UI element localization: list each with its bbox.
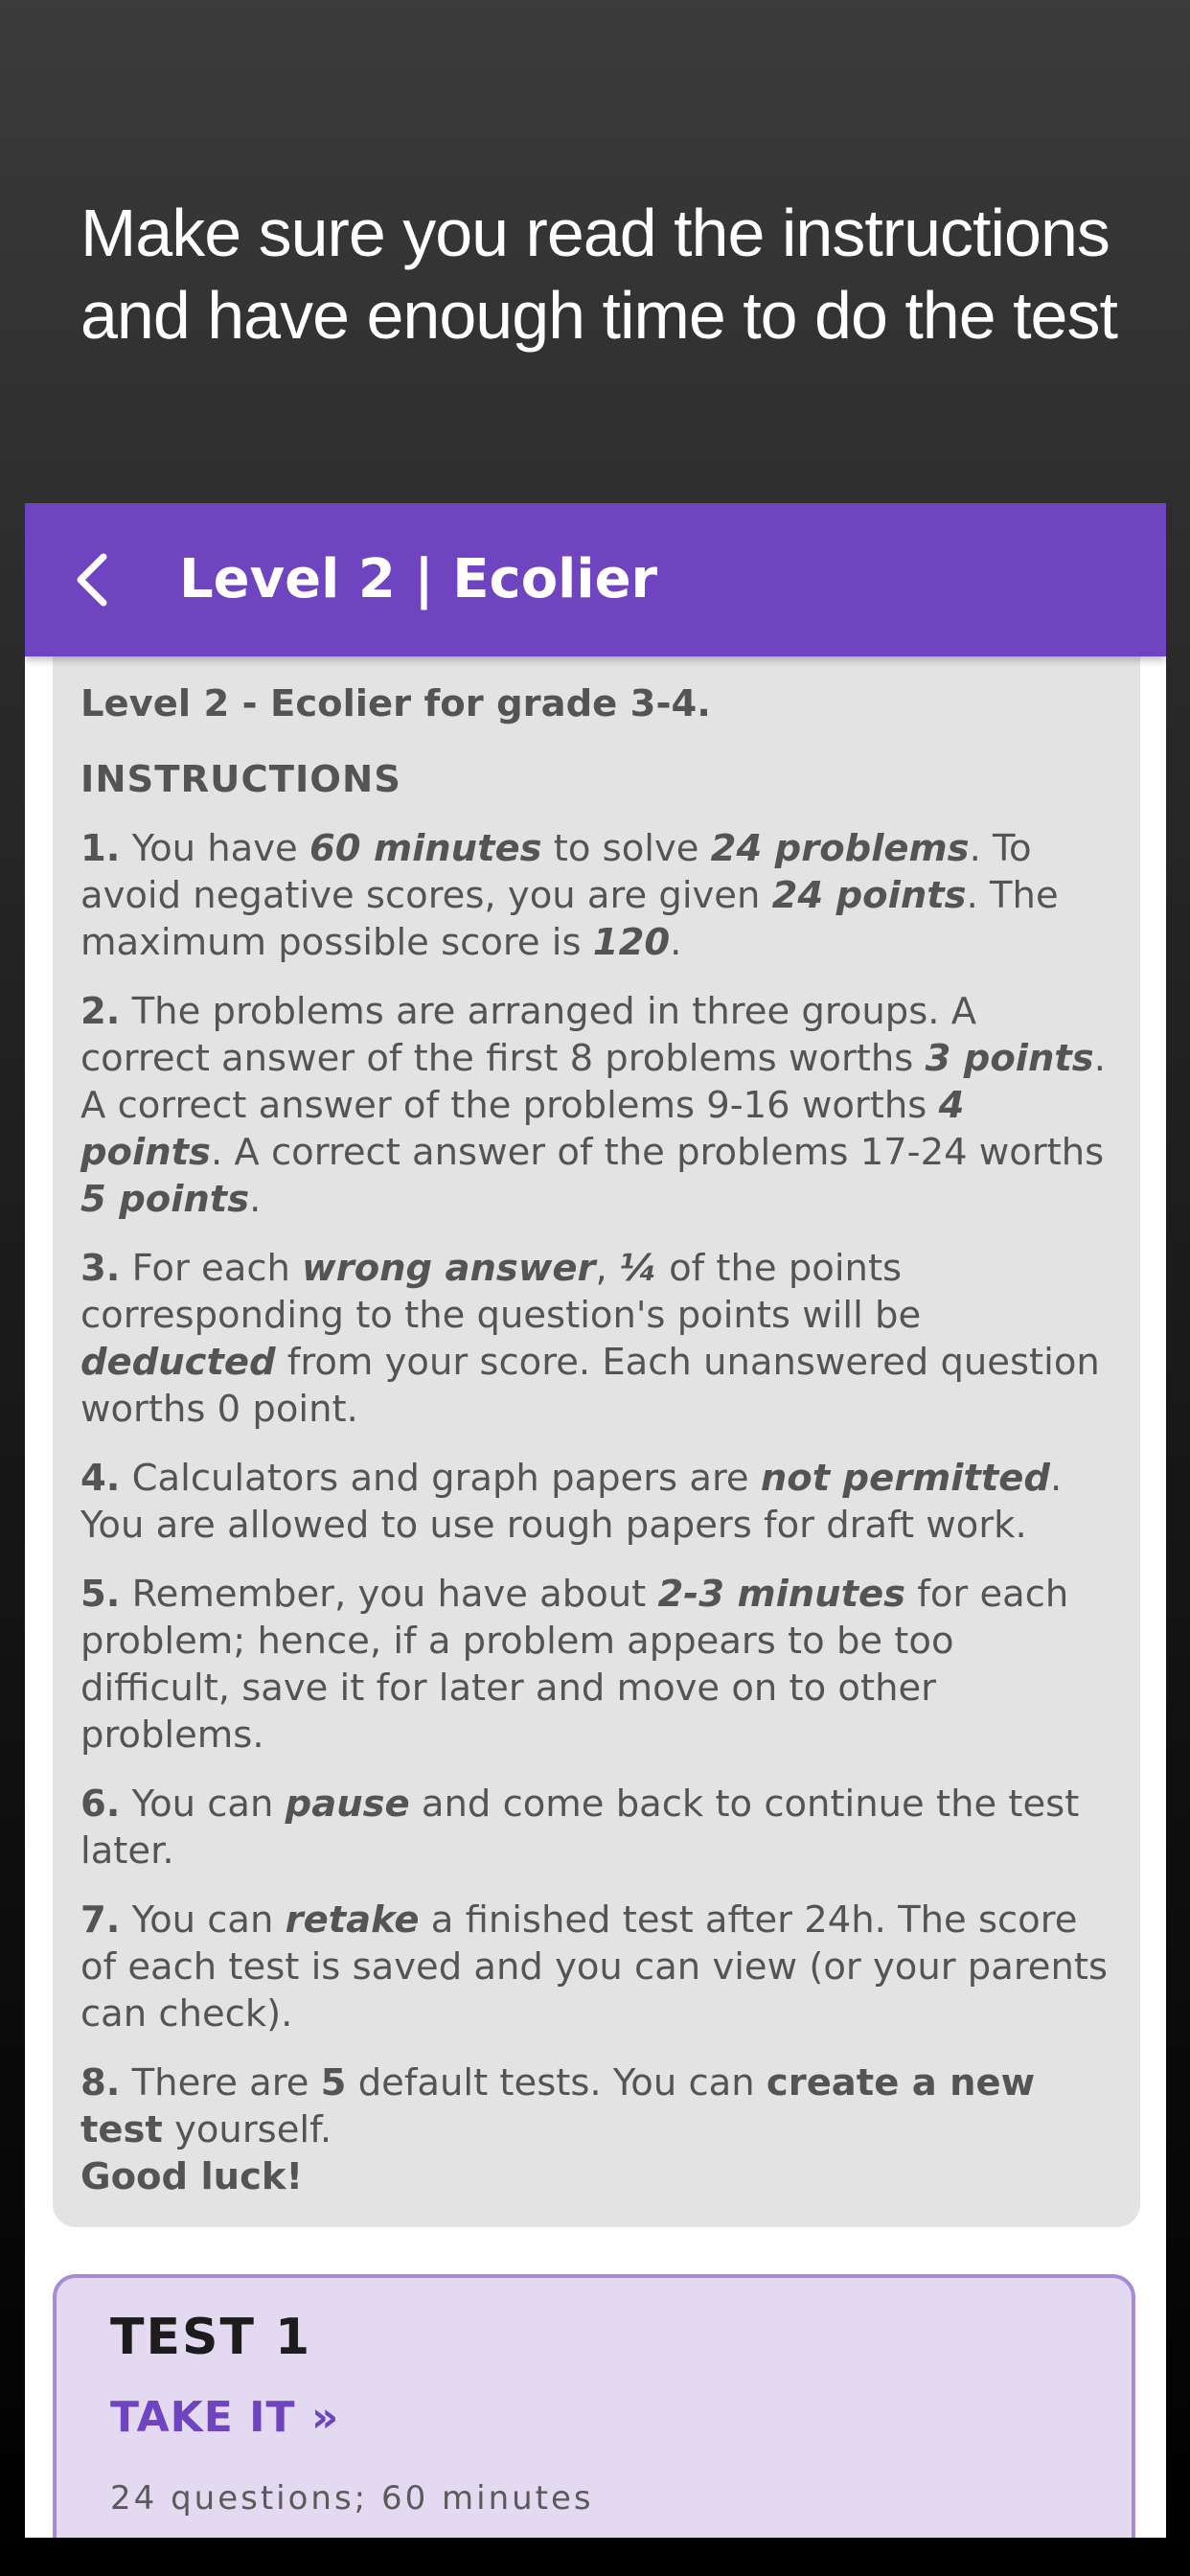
instruction-item <box>80 1455 1111 1549</box>
instruction-text: Remember, you have about <box>120 1573 658 1616</box>
instruction-item <box>80 988 1111 1223</box>
instruction-number: 4. <box>80 1457 121 1500</box>
emphasis-text: 5 <box>320 2061 347 2104</box>
emphasis-text: wrong answer <box>302 1247 596 1290</box>
instruction-text: . <box>249 1178 262 1221</box>
emphasis-text: 60 minutes <box>309 827 542 870</box>
instruction-item <box>80 1571 1111 1759</box>
emphasis-text: 120 <box>592 921 671 964</box>
header-message-line-1: Make sure you read the instructions <box>80 196 1110 270</box>
test-card[interactable] <box>53 2274 1135 2538</box>
instruction-text: . A correct answer of the problems 17-24 worths <box>210 1131 1105 1174</box>
instruction-item <box>80 1897 1111 2037</box>
instruction-item <box>80 825 1111 966</box>
emphasis-text: ¼ <box>618 1247 657 1290</box>
instruction-number: 7. <box>80 1898 121 1942</box>
instruction-number: 1. <box>80 827 121 870</box>
instructions-panel <box>53 632 1140 2227</box>
test-info: 24 questions; 60 minutes <box>110 2479 594 2518</box>
level-sheet <box>25 503 1166 2538</box>
level-description: Level 2 - Ecolier for grade 3-4. <box>80 682 711 725</box>
instruction-number: 8. <box>80 2061 121 2104</box>
instruction-text: to solve <box>541 827 711 870</box>
instruction-text: a finished test after 24h. The score of each test is saved and you can view (or your parents can check). <box>80 1898 1109 2036</box>
emphasis-text: 4 points <box>80 1084 965 1174</box>
instruction-text: Calculators and graph papers are <box>120 1457 761 1500</box>
instruction-number: 6. <box>80 1782 121 1826</box>
emphasis-text: retake <box>285 1898 420 1942</box>
instruction-text: The problems are arranged in three groups. A correct answer of the first 8 problems worths <box>80 990 977 1080</box>
chevron-left-icon <box>71 551 113 609</box>
emphasis-text: deducted <box>80 1341 276 1384</box>
instruction-list <box>80 825 1111 2153</box>
emphasis-text: 24 points <box>771 874 967 917</box>
instruction-text: . The maximum possible score is <box>80 874 1059 964</box>
emphasis-text: create a new test <box>80 2061 1036 2151</box>
back-button[interactable] <box>54 541 130 618</box>
instruction-number: 3. <box>80 1247 121 1290</box>
instruction-text: and come back to continue the test later. <box>80 1782 1080 1873</box>
emphasis-text: 2-3 minutes <box>657 1573 906 1616</box>
instruction-item <box>80 1781 1111 1874</box>
take-test-link[interactable]: TAKE IT » <box>110 2393 340 2442</box>
instruction-text: . You are allowed to use rough papers for draft work. <box>80 1457 1063 1547</box>
instruction-text: You have <box>120 827 309 870</box>
instruction-text: . A correct answer of the problems 9-16 worths <box>80 1037 1106 1127</box>
instruction-number: 2. <box>80 990 121 1033</box>
instruction-text: You can <box>120 1898 286 1942</box>
instruction-text: . <box>670 921 682 964</box>
page-title: Level 2 | Ecolier <box>179 548 658 610</box>
instruction-text: for each problem; hence, if a problem appears to be too difficult, save it for later and move on to other problems. <box>80 1573 1069 1757</box>
instruction-text: from your score. Each unanswered question worths 0 point. <box>80 1341 1100 1431</box>
instruction-text: You can <box>120 1782 286 1826</box>
header-message <box>80 192 1134 356</box>
instruction-text: . To avoid negative scores, you are given <box>80 827 1032 917</box>
emphasis-text: 3 points <box>925 1037 1094 1080</box>
instruction-text: of the points corresponding to the question's points will be <box>80 1247 922 1337</box>
test-name: TEST 1 <box>110 2309 312 2366</box>
instruction-text: yourself. <box>162 2108 332 2151</box>
instruction-text: , <box>595 1247 619 1290</box>
instruction-text: default tests. You can <box>346 2061 767 2104</box>
instruction-text: For each <box>120 1247 303 1290</box>
emphasis-text: 24 problems <box>710 827 970 870</box>
app-bar <box>25 503 1166 656</box>
closing-text: Good luck! <box>80 2155 304 2198</box>
header-message-line-2: and have enough time to do the test <box>80 278 1117 353</box>
instruction-number: 5. <box>80 1573 121 1616</box>
instruction-item <box>80 1245 1111 1433</box>
instruction-item <box>80 2059 1111 2153</box>
instructions-heading: INSTRUCTIONS <box>80 758 401 801</box>
emphasis-text: not permitted <box>760 1457 1050 1500</box>
instruction-text: There are <box>120 2061 321 2104</box>
emphasis-text: 5 points <box>80 1178 250 1221</box>
emphasis-text: pause <box>285 1782 410 1826</box>
